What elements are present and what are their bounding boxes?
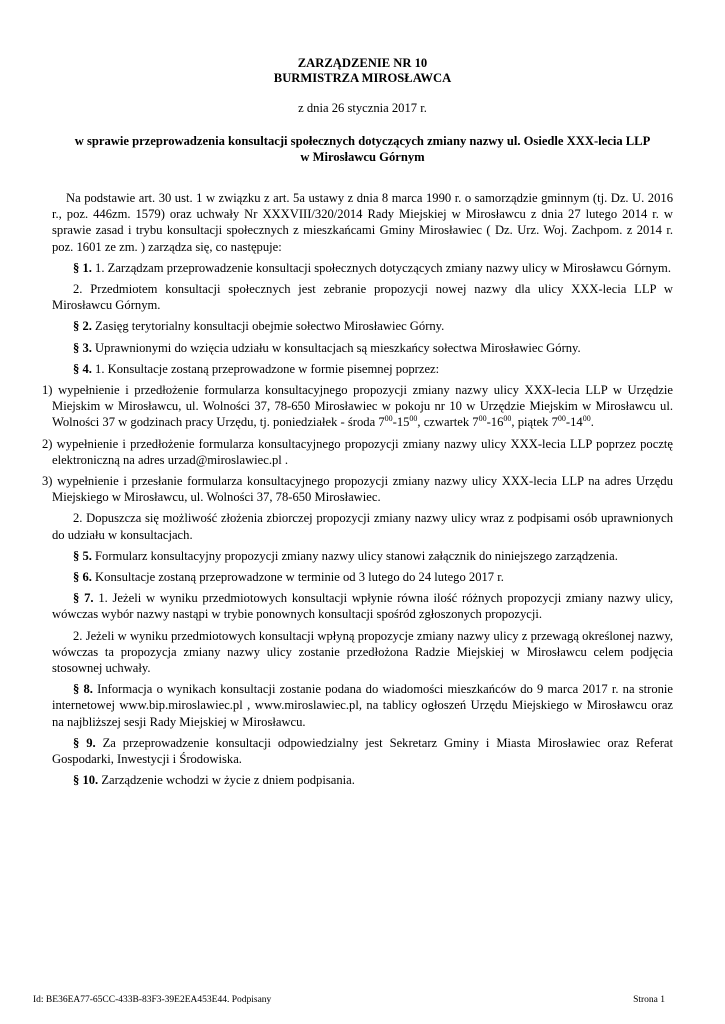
section-8 <box>52 681 673 730</box>
section-4-item-2: 2) wypełnienie i przedłożenie formularza konsultacyjnego propozycji zmiany nazwy ulicy XXX-lecia LLP poprzez pocztę elektroniczną na adres urzad@miroslawiec.pl . <box>42 436 673 467</box>
section-8-text: Informacja o wynikach konsultacji zostanie podana do wiadomości mieszkańców do 9 marca 2017 r. na stronie internetowej www.bip.miroslawiec.pl , www.miroslawiec.pl, na tablicy ogłoszeń Urzędu Miejskiego w Mirosławcu oraz na najbliższej sesji Rady Miejskiej w Mirosławcu. <box>52 682 674 729</box>
document-date: z dnia 26 stycznia 2017 r. <box>298 101 427 115</box>
section-3 <box>52 340 673 356</box>
section-9 <box>52 735 673 767</box>
section-5 <box>52 548 673 564</box>
section-8-mark: § 8. <box>73 682 93 697</box>
document-body <box>42 190 674 794</box>
section-4 <box>52 361 673 377</box>
document-subject <box>52 133 673 165</box>
subject-line-2: w Mirosławcu Górnym <box>300 150 425 164</box>
section-4-mark: § 4. <box>73 361 92 376</box>
section-2-text: Zasięg terytorialny konsultacji obejmie sołectwo Mirosławiec Górny. <box>95 319 445 334</box>
section-9-mark: § 9. <box>73 735 96 750</box>
subject-line-1: w sprawie przeprowadzenia konsultacji społecznych dotyczących zmiany nazwy ul. Osiedle XXX-lecia LLP <box>74 134 651 148</box>
section-7-paragraph-2: 2. Jeżeli w wyniku przedmiotowych konsultacji wpłyną propozycje zmiany nazwy ulicy z przewagą określonej nazwy, wówczas ta propozycja zmiany nazwy ulicy zostanie przedłożona Radzie Miejskiej w Mirosławcu celem podjęcia stosownej uchwały. <box>52 628 673 676</box>
section-4-item-1: 1) wypełnienie i przedłożenie formularza konsultacyjnego propozycji zmiany nazwy ulicy XXX-lecia LLP w Urzędzie Miejskim w Mirosławcu, ul. Wolności 37, 78-650 Mirosławiec w pokoju nr 10 w Urzędzie Miejskim w Mirosławcu ul. Wolności 37 w godzinach pracy Urzędu, tj. poniedziałek - środa $7^{00}-15^{00}$, czwartek $7^{00}-16^{00}$, piątek $7^{00}-14^{00}$. <box>42 383 673 430</box>
section-7-mark: § 7. <box>73 591 94 606</box>
section-2-mark: § 2. <box>73 319 92 334</box>
preamble: Na podstawie art. 30 ust. 1 w związku z art. 5a ustawy z dnia 8 marca 1990 r. o samorządzie gminnym (tj. Dz. U. 2016 r., poz. 446zm. 1579) oraz uchwały Nr XXXVIII/320/2014 Rady Miejskiej w Mirosławcu z dnia 27 lutego 2014 r. w sprawie zasad i trybu konsultacji społecznych z mieszkańcami Gminy Mirosławiec ( Dz. Urz. Woj. Zachpom. z 2014 r. poz. 1601 ze zm. ) zarządza się, co następuje: <box>52 191 673 254</box>
section-1-mark: § 1. <box>73 260 92 275</box>
document-issuer: BURMISTRZA MIROSŁAWCA <box>273 71 452 85</box>
section-1-text: 1. Zarządzam przeprowadzenie konsultacji społecznych dotyczących zmiany nazwy ulicy w Mirosławcu Górnym. <box>95 260 671 275</box>
section-10-text: Zarządzenie wchodzi w życie z dniem podpisania. <box>101 773 355 788</box>
section-1 <box>52 260 673 276</box>
page-number: Strona 1 <box>633 995 665 1005</box>
section-9-text: Za przeprowadzenie konsultacji odpowiedzialny jest Sekretarz Gminy i Miasta Mirosławiec oraz Referat Gospodarki, Inwestycji i Środowiska. <box>52 735 674 767</box>
section-6-mark: § 6. <box>73 570 92 585</box>
document-title: ZARZĄDZENIE NR 10 <box>297 56 428 70</box>
section-7 <box>52 590 673 622</box>
section-2 <box>52 318 673 334</box>
section-6 <box>52 569 673 585</box>
section-7-text: 1. Jeżeli w wyniku przedmiotowych konsultacji wpłynie równa ilość różnych propozycji zmiany nazwy ulicy, wówczas wybór nazwy nastąpi w trybie ponownych konsultacji spośród zgłoszonych propozycji. <box>52 591 674 622</box>
section-5-mark: § 5. <box>73 548 92 563</box>
section-1-paragraph-2: 2. Przedmiotem konsultacji społecznych jest zebranie propozycji nowej nazwy dla ulicy XXX-lecia LLP w Mirosławcu Górnym. <box>52 282 673 313</box>
section-5-text: Formularz konsultacyjny propozycji zmiany nazwy ulicy stanowi załącznik do niniejszego zarządzenia. <box>95 548 618 563</box>
section-4-text: 1. Konsultacje zostaną przeprowadzone w formie pisemnej poprzez: <box>95 361 440 376</box>
section-3-text: Uprawnionymi do wzięcia udziału w konsultacjach są mieszkańcy sołectwa Mirosławiec Górny. <box>95 340 581 355</box>
section-10 <box>52 772 673 788</box>
section-10-mark: § 10. <box>73 773 99 788</box>
document-id: Id: BE36EA77-65CC-433B-83F3-39E2EA453E44. Podpisany <box>33 995 272 1005</box>
section-6-text: Konsultacje zostaną przeprowadzone w terminie od 3 lutego do 24 lutego 2017 r. <box>95 570 504 585</box>
section-3-mark: § 3. <box>73 340 92 355</box>
section-4-paragraph-2: 2. Dopuszcza się możliwość złożenia zbiorczej propozycji zmiany nazwy ulicy wraz z podpisami osób uprawnionych do udziału w konsultacjach. <box>52 511 673 542</box>
section-4-item-3: 3) wypełnienie i przesłanie formularza konsultacyjnego propozycji zmiany nazwy ulicy XXX-lecia LLP na adres Urzędu Miejskiego w Mirosławcu, ul. Wolności 37, 78-650 Mirosławiec. <box>42 474 673 505</box>
